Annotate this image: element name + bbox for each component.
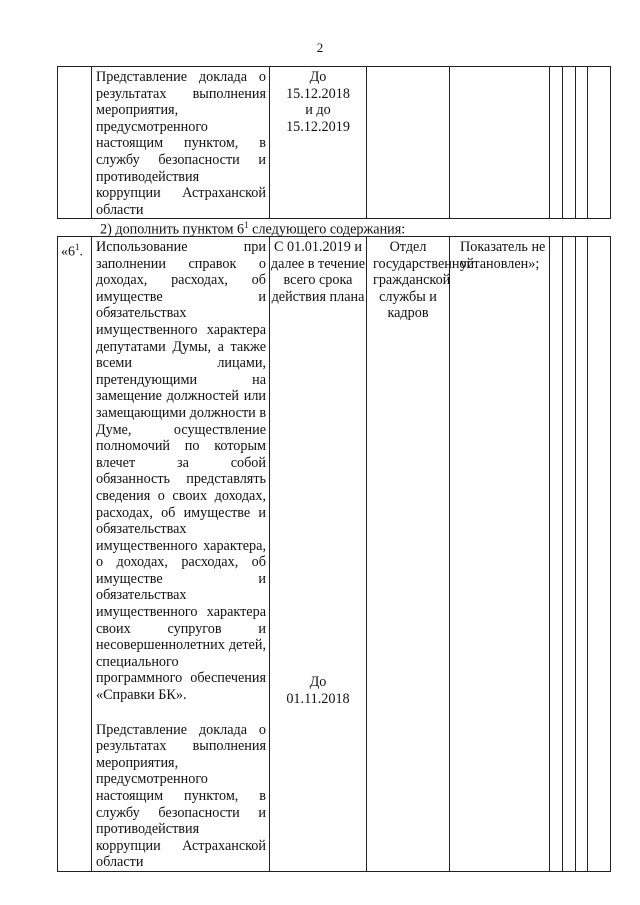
cell-extra — [550, 67, 563, 219]
cell-extra — [576, 237, 588, 872]
indicator-text: Показатель не установлен»; — [460, 239, 546, 272]
cell-extra — [588, 237, 611, 872]
plan-table-new-item — [57, 236, 611, 872]
report-description: Представление доклада о результатах выполнения мероприятия, предусмотренного настоящим пунктом, в службу безопасности и противодействия коррупции Астраханской области — [96, 69, 266, 218]
cell-executor — [367, 67, 450, 219]
amendment-intro: 2) дополнить пунктом $6^1$ следующего содержания: — [100, 220, 406, 238]
deadline-text: До 15.12.2018 и до 15.12.2019 — [286, 69, 350, 135]
cell-extra — [588, 67, 611, 219]
term-text: С 01.01.2019 и далее в течение всего срока действия плана — [270, 239, 366, 305]
cell-indicator — [450, 237, 550, 872]
cell-description — [92, 237, 270, 872]
cell-executor — [367, 237, 475, 872]
cell-extra — [563, 67, 576, 219]
cell-description — [92, 67, 270, 219]
plan-table-continued — [57, 66, 611, 219]
report-deadline: До 01.11.2018 — [286, 674, 350, 707]
measure-description: Использование при заполнении справок о доходах, расходах, об имуществе и обязательствах имущественного характера депутатами Думы, а также всеми лицами, претендующими на замещение должностей или замещающими должности в Думе, осуществление полномочий по которым влечет за собой обязанность представлять сведения о своих доходах, расходах, об имуществе и обязательствах имущественного характера, о доходах, расходах, об имуществе и обязательствах имущественного характера своих супругов и несовершеннолетних детей, специального программного обеспечения «Справки БК». — [96, 239, 267, 704]
cell-number — [58, 67, 92, 219]
report-description: Представление доклада о результатах выполнения мероприятия, предусмотренного настоящим пунктом, в службу безопасности и противодействия коррупции Астраханской области — [96, 721, 266, 871]
table-row — [58, 67, 611, 219]
item-number: «$6^1$. — [61, 242, 83, 260]
cell-number — [58, 237, 92, 872]
cell-deadline — [270, 67, 367, 219]
table-row — [58, 237, 611, 872]
cell-term — [270, 237, 367, 872]
cell-indicator — [450, 67, 550, 219]
executor-text: Отдел государственной гражданской службы и кадров — [373, 239, 475, 322]
cell-extra — [550, 237, 563, 872]
cell-extra — [563, 237, 576, 872]
page-number: 2 — [316, 40, 324, 55]
cell-extra — [576, 67, 588, 219]
